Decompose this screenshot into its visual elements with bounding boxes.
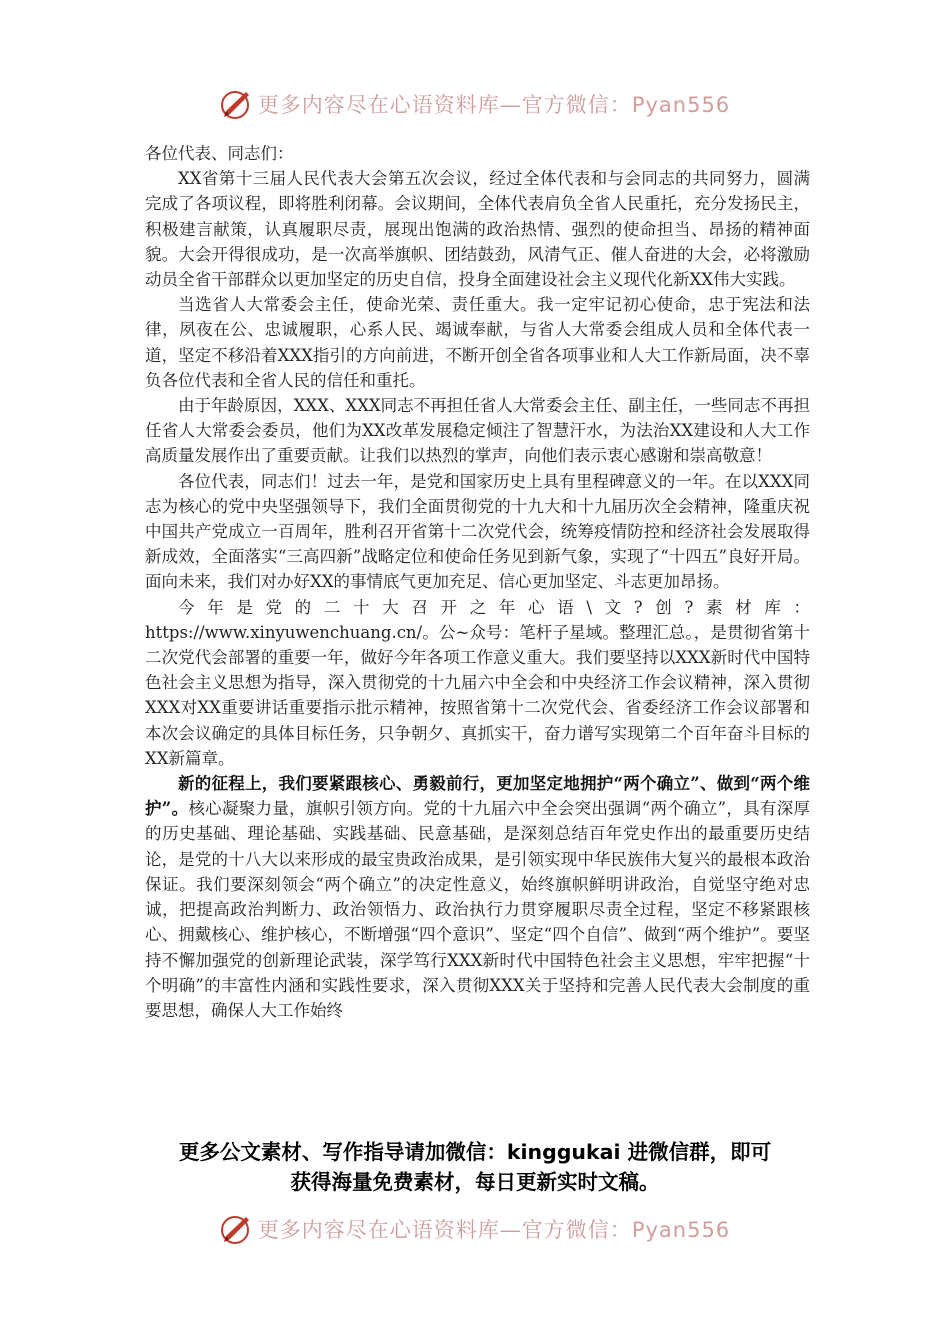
paragraph: 今年是党的二十大召开之年心语\文?创?素材库：https://www.xinyuwenchuang.cn/。公~众号：笔杆子星域。整理汇总。，是贯彻省第十二次党代会部署的重要一年，做好今年各项工作意义重大。我们要坚持以XXX新时代中国特色社会主义思想为指导，深入贯彻党的十九届六中全会和中央经济工作会议精神，深入贯彻XXX对XX重要讲话重要指示批示精神，按照省第十二次党代会、省委经济工作会议部署和本次会议确定的具体目标任务，只争朝夕、真抓实干，奋力谱写实现第二个百年奋斗目标的XX新篇章。 bbox=[145, 597, 810, 768]
paragraph: XX省第十三届人民代表大会第五次会议，经过全体代表和与会同志的共同努力，圆满完成了各项议程，即将胜利闭幕。会议期间，全体代表肩负全省人民重托，充分发扬民主，积极建言献策，认真履职尽责，展现出饱满的政治热情、强烈的使命担当、昂扬的精神面貌。大会开得很成功，是一次高举旗帜、团结鼓劲，风清气正、催人奋进的大会，必将激励动员全省干部群众以更加坚定的历史自信，投身全面建设社会主义现代化新XX伟大实践。 bbox=[145, 169, 810, 290]
header-banner bbox=[0, 84, 950, 124]
paragraph: 当选省人大常委会主任，使命光荣、责任重大。我一定牢记初心使命，忠于宪法和法律，夙夜在公、忠诚履职，心系人民、竭诚奉献，与省人大常委会组成人员和全体代表一道，坚定不移沿着XXX指引的方向前进，不断开创全省各项事业和人大工作新局面，决不辜负各位代表和全省人民的信任和重托。 bbox=[145, 295, 810, 390]
promo-notice bbox=[120, 1137, 830, 1197]
footer-banner bbox=[0, 1209, 950, 1249]
pen-circle-icon bbox=[220, 1212, 254, 1246]
promo-line-2: 获得海量免费素材，每日更新实时文稿。 bbox=[290, 1170, 660, 1194]
bold-lead: 新的征程上，我们要紧跟核心、勇毅前行，更加坚定地拥护“两个确立”、做到“两个维护”。 bbox=[145, 774, 810, 819]
paragraph-rest: 核心凝聚力量，旗帜引领方向。党的十九届六中全会突出强调“两个确立”，具有深厚的历史基础、理论基础、实践基础、民意基础，是深刻总结百年党史作出的最重要历史结论，是党的十八大以来形成的最宝贵政治成果，是引领实现中华民族伟大复兴的最根本政治保证。我们要深刻领会“两个确立”的决定性意义，始终旗帜鲜明讲政治，自觉坚守绝对忠诚，把提高政治判断力、政治领悟力、政治执行力贯穿履职尽责全过程，坚定不移紧跟核心、拥戴核心、维护核心，不断增强“四个意识”、坚定“四个自信”、做到“两个维护”。要坚持不懈加强党的创新理论武装，深学笃行XXX新时代中国特色社会主义思想，牢牢把握“十个明确”的丰富性内涵和实践性要求，深入贯彻XXX关于坚持和完善人民代表大会制度的重要思想，确保人大工作始终 bbox=[145, 799, 810, 1020]
paragraph: 各位代表，同志们！过去一年，是党和国家历史上具有里程碑意义的一年。在以XXX同志为核心的党中央坚强领导下，我们全面贯彻党的十九大和十九届历次全会精神，隆重庆祝中国共产党成立一百周年，胜利召开省第十二次党代会，统筹疫情防控和经济社会发展取得新成效，全面落实“三高四新”战略定位和使命任务见到新气象，实现了“十四五”良好开局。面向未来，我们对办好XX的事情底气更加充足、信心更加坚定、斗志更加昂扬。 bbox=[145, 471, 810, 592]
header-text: 更多内容尽在心语资料库—官方微信：Pyan556 bbox=[257, 93, 731, 117]
promo-line-1: 更多公文素材、写作指导请加微信：kinggukai 进微信群，即可 bbox=[178, 1140, 772, 1164]
paragraph: 由于年龄原因，XXX、XXX同志不再担任省人大常委会主任、副主任，一些同志不再担任省人大常委会委员，他们为XX改革发展稳定倾注了智慧汗水，为法治XX建设和人大工作高质量发展作出了重要贡献。让我们以热烈的掌声，向他们表示衷心感谢和崇高敬意！ bbox=[145, 396, 810, 466]
paragraph-last bbox=[145, 771, 810, 1023]
document-body bbox=[145, 141, 810, 1023]
salutation: 各位代表、同志们： bbox=[145, 144, 294, 163]
pen-circle-icon bbox=[220, 87, 254, 121]
footer-text: 更多内容尽在心语资料库—官方微信：Pyan556 bbox=[257, 1218, 731, 1242]
